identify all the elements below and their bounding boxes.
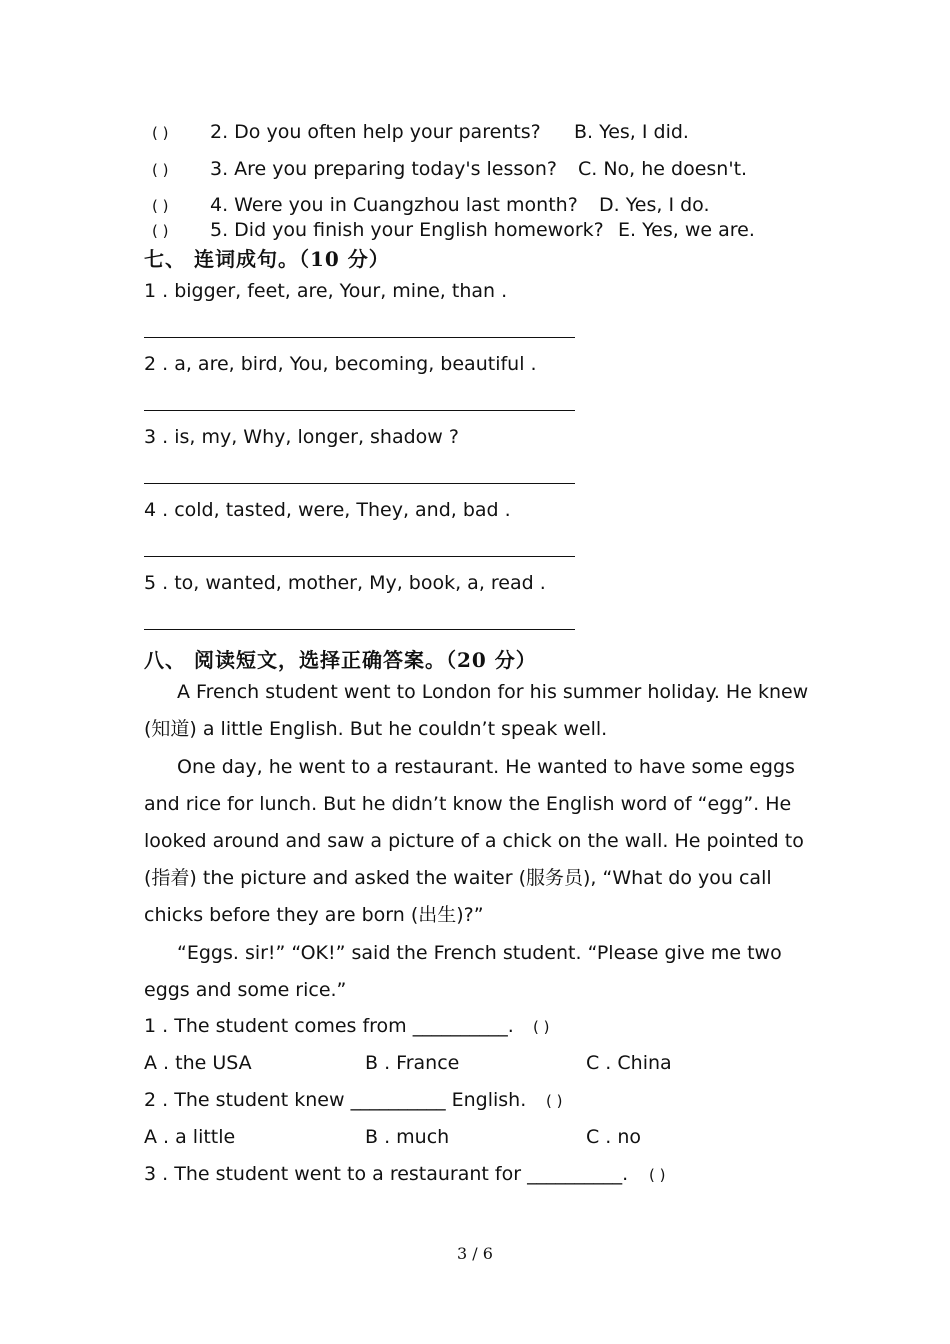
answer-parentheses: ( ) [152,124,169,142]
answer-line [144,556,575,557]
answer-parentheses: ( ) [152,161,169,179]
option-a: A . a little [144,1126,236,1148]
reading-paragraph: A French student went to London for his summer holiday. He knew (知道) a little English. But he couldn’t speak well. [144,681,809,740]
matching-answer: B. Yes, I did. [574,121,689,143]
sentence-item: 2 . a, are, bird, You, becoming, beautiful . [144,353,537,375]
answer-parentheses: ( ) [152,222,169,240]
section-7-title: 七、 连词成句。（10 分） [144,247,390,271]
sentence-item: 3 . is, my, Why, longer, shadow ? [144,426,459,448]
answer-line [144,483,575,484]
matching-answer: D. Yes, I do. [599,194,710,216]
matching-question: 5. Did you finish your English homework? [210,219,604,241]
question-text: 1 . The student comes from __________. [144,1015,514,1037]
answer-parentheses: ( ) [546,1092,563,1110]
section-8-title: 八、 阅读短文，选择正确答案。（20 分） [144,648,537,672]
question-text: 3 . The student went to a restaurant for __________. [144,1163,629,1185]
option-b: B . much [365,1126,450,1148]
matching-answer: C. No, he doesn't. [578,158,748,180]
option-a: A . the USA [144,1052,252,1074]
page-number: 3 / 6 [457,1244,493,1263]
answer-parentheses: ( ) [152,197,169,215]
option-c: C . China [586,1052,672,1074]
answer-parentheses: ( ) [533,1018,550,1036]
matching-answer: E. Yes, we are. [618,219,755,241]
answer-line [144,629,575,630]
sentence-item: 4 . cold, tasted, were, They, and, bad . [144,499,511,521]
question-text: 2 . The student knew __________ English. [144,1089,527,1111]
answer-parentheses: ( ) [649,1166,666,1184]
sentence-item: 5 . to, wanted, mother, My, book, a, read . [144,572,546,594]
matching-question: 3. Are you preparing today's lesson? [210,158,558,180]
answer-line [144,337,575,338]
matching-question: 2. Do you often help your parents? [210,121,541,143]
matching-question: 4. Were you in Cuangzhou last month? [210,194,578,216]
reading-paragraph: “Eggs. sir!” “OK!” said the French student. “Please give me two eggs and some rice.” [144,942,782,1001]
sentence-item: 1 . bigger, feet, are, Your, mine, than . [144,280,508,302]
option-c: C . no [586,1126,642,1148]
reading-paragraph: One day, he went to a restaurant. He wanted to have some eggs and rice for lunch. But he didn’t know the English word of “egg”. He looked around and saw a picture of a chick on the wall. He pointed to (指着) the picture and asked the waiter (服务员), “What do you call chicks before they are born (出生)?” [144,756,804,926]
option-b: B . France [365,1052,460,1074]
answer-line [144,410,575,411]
